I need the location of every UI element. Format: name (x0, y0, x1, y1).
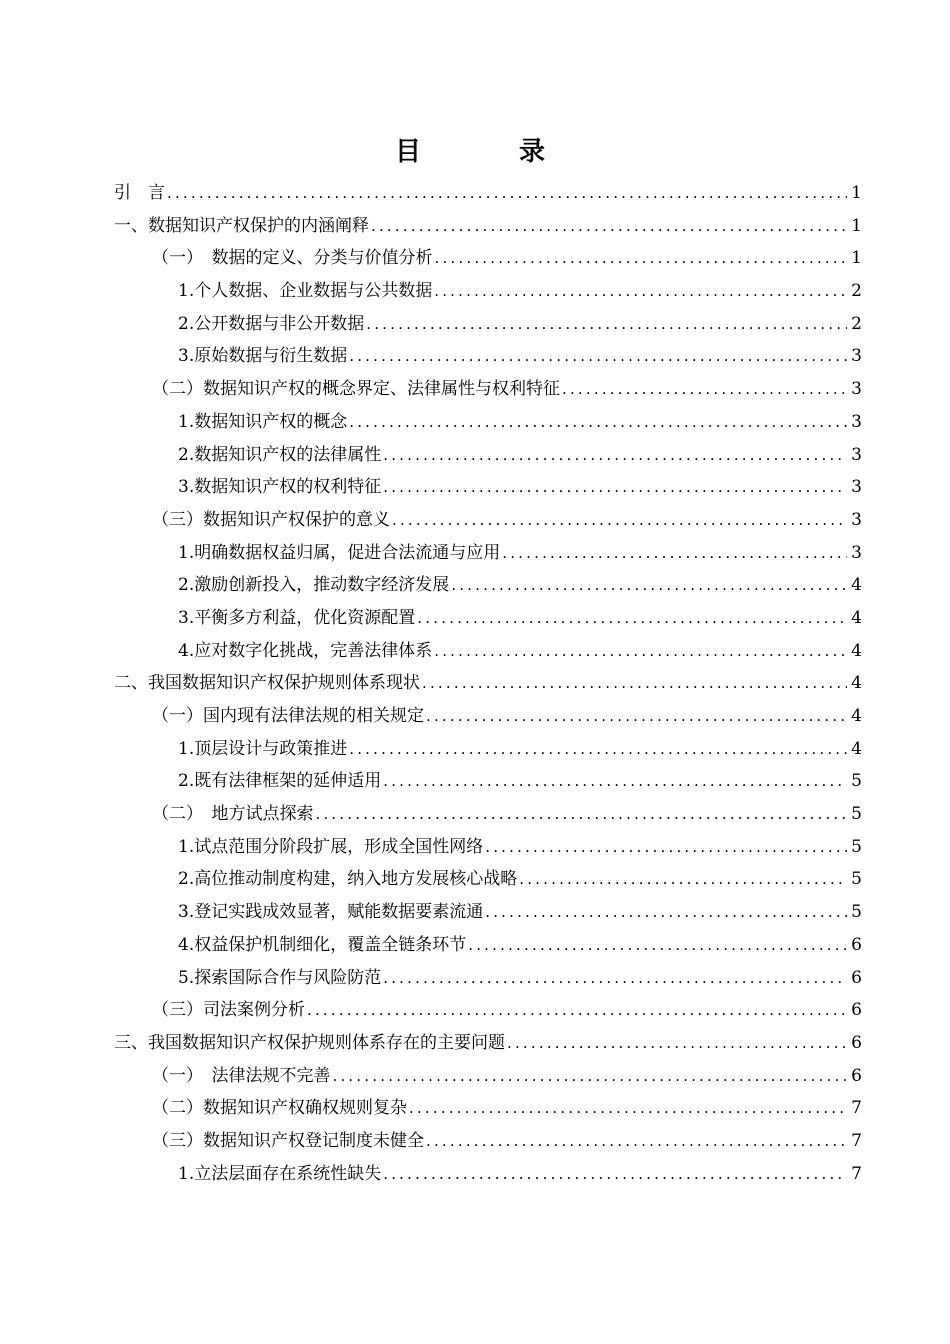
toc-page-number: 5 (851, 869, 862, 890)
toc-entry[interactable] (114, 863, 862, 896)
toc-dot-leader (451, 569, 847, 602)
toc-entry-text: （二）数据知识产权的概念界定、法律属性与权利特征 (152, 379, 560, 400)
toc-dot-leader (383, 962, 847, 995)
toc-page-number: 6 (851, 1065, 862, 1086)
toc-entry-text: 引 言 (114, 183, 165, 203)
toc-dot-leader (485, 831, 847, 864)
toc-dot-leader (349, 733, 847, 766)
toc-dot-leader (167, 177, 847, 210)
toc-entry[interactable] (114, 1060, 862, 1093)
toc-entry-text: 1.试点范围分阶段扩展，形成全国性网络 (178, 836, 484, 857)
toc-entry[interactable] (114, 1092, 862, 1125)
toc-page-number: 3 (851, 379, 862, 400)
toc-page-number: 1 (851, 183, 862, 203)
toc-entry-text: （一） 法律法规不完善 (152, 1065, 331, 1086)
toc-page-number: 6 (851, 1032, 862, 1053)
toc-dot-leader (422, 667, 847, 700)
toc-entry[interactable] (114, 1158, 862, 1191)
toc-entry-text: （三）数据知识产权登记制度未健全 (152, 1130, 424, 1151)
toc-page-number: 7 (851, 1130, 862, 1151)
toc-page-number: 3 (851, 411, 862, 432)
toc-page-number: 1 (851, 248, 862, 269)
toc-page-number: 2 (851, 281, 862, 302)
toc-entry-text: 5.探索国际合作与风险防范 (178, 967, 382, 988)
toc-page-number: 6 (851, 1000, 862, 1021)
toc-dot-leader (409, 1092, 847, 1125)
toc-entry[interactable] (114, 504, 862, 537)
toc-entry-text: 1.立法层面存在系统性缺失 (178, 1163, 382, 1184)
toc-entry-text: 3.数据知识产权的权利特征 (178, 477, 382, 498)
toc-page-number: 1 (851, 215, 862, 236)
toc-entry[interactable] (114, 340, 862, 373)
toc-entry-text: （三）数据知识产权保护的意义 (152, 509, 390, 530)
toc-page-number: 4 (851, 673, 862, 694)
toc-entry-text: 1.个人数据、企业数据与公共数据 (178, 281, 433, 302)
toc-entry[interactable] (114, 242, 862, 275)
toc-dot-leader (371, 210, 847, 243)
toc-page-number: 6 (851, 967, 862, 988)
toc-entry[interactable] (114, 275, 862, 308)
toc-entry[interactable] (114, 962, 862, 995)
toc-entry-text: 2.高位推动制度构建，纳入地方发展核心战略 (178, 869, 518, 890)
toc-page-number: 2 (851, 313, 862, 334)
toc-entry-text: 1.明确数据权益归属，促进合法流通与应用 (178, 542, 501, 563)
toc-page-number: 3 (851, 346, 862, 367)
toc-entry[interactable] (114, 700, 862, 733)
toc-entry-text: 4.应对数字化挑战，完善法律体系 (178, 640, 433, 661)
toc-page-number: 4 (851, 706, 862, 726)
toc-dot-leader (349, 406, 847, 439)
toc-page-number: 5 (851, 804, 862, 825)
toc-entry[interactable] (114, 896, 862, 929)
toc-entry[interactable] (114, 798, 862, 831)
toc-entry[interactable] (114, 1027, 862, 1060)
toc-entry[interactable] (114, 308, 862, 341)
toc-entry-text: 1.数据知识产权的概念 (178, 411, 348, 432)
toc-entry[interactable] (114, 471, 862, 504)
toc-dot-leader (434, 635, 847, 668)
toc-entry-text: 3.登记实践成效显著，赋能数据要素流通 (178, 902, 484, 923)
toc-entry[interactable] (114, 210, 862, 243)
toc-dot-leader (383, 765, 847, 798)
toc-dot-leader (307, 994, 847, 1027)
toc-dot-leader (383, 439, 847, 472)
toc-page-number: 7 (851, 1098, 862, 1119)
toc-title: 目 录 (394, 137, 581, 167)
toc-dot-leader (392, 504, 847, 537)
toc-entry-text: 1.顶层设计与政策推进 (178, 738, 348, 759)
toc-dot-leader (417, 602, 847, 635)
toc-dot-leader (383, 1158, 847, 1191)
toc-entry-text: 3.原始数据与衍生数据 (178, 346, 348, 367)
toc-entry-text: 二、我国数据知识产权保护规则体系现状 (114, 673, 420, 694)
toc-entry[interactable] (114, 439, 862, 472)
toc-dot-leader (366, 308, 847, 341)
toc-dot-leader (507, 1027, 847, 1060)
toc-entry-text: 2.激励创新投入，推动数字经济发展 (178, 575, 450, 596)
toc-page-number: 4 (851, 640, 862, 661)
toc-dot-leader (468, 929, 847, 962)
toc-page-number: 4 (851, 738, 862, 759)
toc-entry-text: （二）数据知识产权确权规则复杂 (152, 1098, 407, 1119)
toc-dot-leader (562, 373, 847, 406)
toc-dot-leader (502, 537, 847, 570)
toc-entry[interactable] (114, 831, 862, 864)
toc-entry[interactable] (114, 602, 862, 635)
toc-page-number: 3 (851, 509, 862, 530)
toc-page-number: 5 (851, 836, 862, 857)
toc-entry[interactable] (114, 733, 862, 766)
toc-entry-text: （三）司法案例分析 (152, 1000, 305, 1021)
toc-entry[interactable] (114, 537, 862, 570)
toc-entry-text: （二） 地方试点探索 (152, 804, 314, 825)
toc-dot-leader (434, 275, 847, 308)
toc-entry[interactable] (114, 177, 862, 210)
toc-entry-text: （一） 数据的定义、分类与价值分析 (152, 248, 433, 269)
toc-entry[interactable] (114, 1125, 862, 1158)
toc-entry-text: 2.既有法律框架的延伸适用 (178, 771, 382, 792)
toc-page-number: 7 (851, 1163, 862, 1184)
toc-dot-leader (426, 700, 847, 733)
toc-page-number: 4 (851, 607, 862, 628)
toc-page-number: 4 (851, 575, 862, 596)
toc-entry[interactable] (114, 929, 862, 962)
toc-dot-leader (485, 896, 847, 929)
toc-dot-leader (519, 863, 847, 896)
toc-page-number: 3 (851, 542, 862, 563)
toc-entry-text: 4.权益保护机制细化，覆盖全链条环节 (178, 934, 467, 955)
toc-entry[interactable] (114, 635, 862, 668)
toc-page-number: 5 (851, 902, 862, 923)
toc-entry[interactable] (114, 406, 862, 439)
table-of-contents (114, 177, 862, 1190)
toc-entry[interactable] (114, 373, 862, 406)
toc-entry-text: 三、我国数据知识产权保护规则体系存在的主要问题 (114, 1032, 505, 1053)
toc-entry-text: 2.公开数据与非公开数据 (178, 313, 365, 334)
toc-dot-leader (316, 798, 848, 831)
toc-entry[interactable] (114, 667, 862, 700)
toc-dot-leader (333, 1060, 848, 1093)
toc-entry-text: （一）国内现有法律法规的相关规定 (152, 706, 424, 726)
toc-page-number: 3 (851, 444, 862, 465)
toc-dot-leader (426, 1125, 847, 1158)
toc-page-number: 3 (851, 477, 862, 498)
toc-page-number: 6 (851, 934, 862, 955)
toc-dot-leader (349, 340, 847, 373)
toc-page-number: 5 (851, 771, 862, 792)
toc-dot-leader (435, 242, 848, 275)
toc-entry[interactable] (114, 569, 862, 602)
toc-entry[interactable] (114, 994, 862, 1027)
toc-entry[interactable] (114, 765, 862, 798)
toc-entry-text: 3.平衡多方利益，优化资源配置 (178, 607, 416, 628)
toc-dot-leader (383, 471, 847, 504)
toc-entry-text: 2.数据知识产权的法律属性 (178, 444, 382, 465)
toc-entry-text: 一、数据知识产权保护的内涵阐释 (114, 215, 369, 236)
